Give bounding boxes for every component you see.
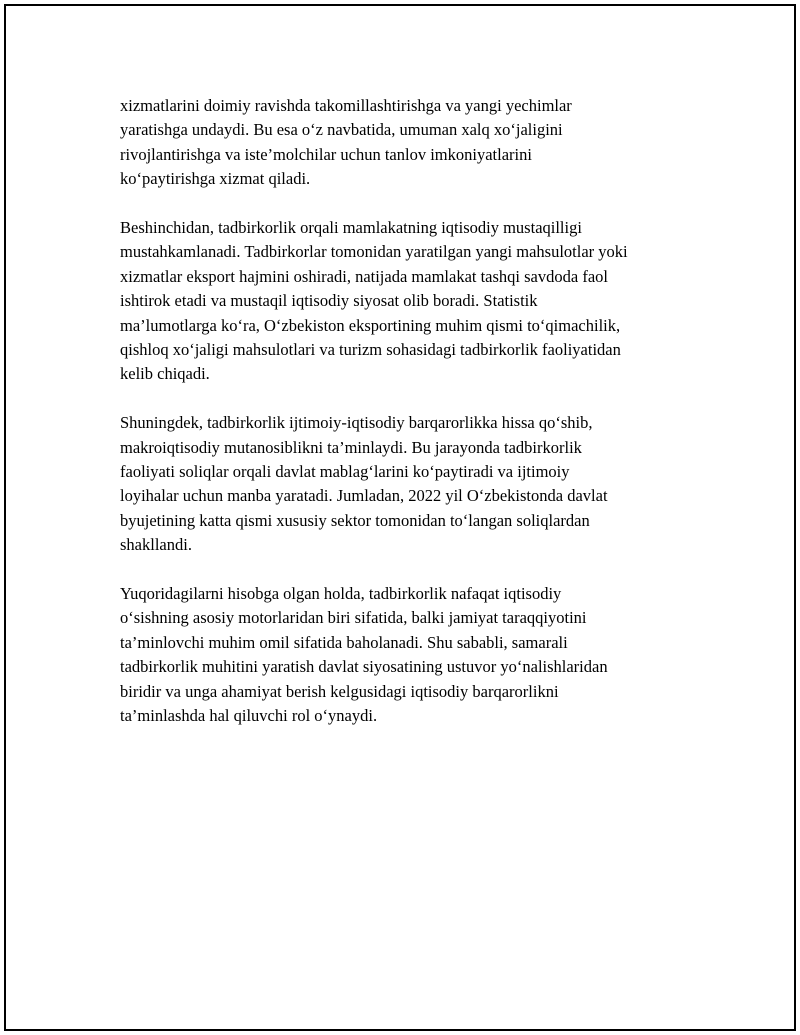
paragraph-3: [120, 411, 700, 557]
text-line: o‘sishning asosiy motorlaridan biri sifatida, balki jamiyat taraqqiyotini: [120, 608, 587, 628]
text-line: ko‘paytirishga xizmat qiladi.: [120, 169, 311, 189]
text-line: makroiqtisodiy mutanosiblikni ta’minlaydi. Bu jarayonda tadbirkorlik: [120, 437, 582, 457]
text-line: faoliyati soliqlar orqali davlat mablag‘larini ko‘paytiradi va ijtimoiy: [120, 462, 570, 482]
text-line: biridir va unga ahamiyat berish kelgusidagi iqtisodiy barqarorlikni: [120, 681, 559, 701]
text-line: kelib chiqadi.: [120, 364, 210, 384]
text-line: xizmatlar eksport hajmini oshiradi, natijada mamlakat tashqi savdoda faol: [120, 266, 608, 286]
text-line: xizmatlarini doimiy ravishda takomillashtirishga va yangi yechimlar: [120, 96, 572, 115]
text-line: tadbirkorlik muhitini yaratish davlat siyosatining ustuvor yo‘nalishlaridan: [120, 657, 608, 677]
text-line: ta’minlovchi muhim omil sifatida baholanadi. Shu sababli, samarali: [120, 632, 568, 652]
text-line: yaratishga undaydi. Bu esa o‘z navbatida, umuman xalq xo‘jaligini: [120, 120, 563, 140]
text-line: ishtirok etadi va mustaqil iqtisodiy siyosat olib boradi. Statistik: [120, 291, 538, 311]
paragraph-1: [120, 94, 700, 192]
text-line: loyihalar uchun manba yaratadi. Jumladan, 2022 yil O‘zbekistonda davlat: [120, 486, 608, 506]
text-line: mustahkamlanadi. Tadbirkorlar tomonidan yaratilgan yangi mahsulotlar yoki: [120, 242, 628, 262]
text-line: qishloq xo‘jaligi mahsulotlari va turizm sohasidagi tadbirkorlik faoliyatidan: [120, 340, 621, 360]
document-body: [120, 94, 700, 753]
text-line: Yuqoridagilarni hisobga olgan holda, tadbirkorlik nafaqat iqtisodiy: [120, 584, 562, 604]
text-line: rivojlantirishga va iste’molchilar uchun tanlov imkoniyatlarini: [120, 144, 532, 164]
text-line: shakllandi.: [120, 535, 192, 555]
text-line: ma’lumotlarga ko‘ra, O‘zbekiston eksportining muhim qismi to‘qimachilik,: [120, 315, 621, 335]
text-line: byujetining katta qismi xususiy sektor tomonidan to‘langan soliqlardan: [120, 510, 590, 530]
text-line: Beshinchidan, tadbirkorlik orqali mamlakatning iqtisodiy mustaqilligi: [120, 218, 582, 238]
paragraph-2: [120, 216, 700, 387]
document-page: [4, 4, 796, 1031]
paragraph-4: [120, 582, 700, 728]
text-line: Shuningdek, tadbirkorlik ijtimoiy-iqtisodiy barqarorlikka hissa qo‘shib,: [120, 413, 593, 433]
text-line: ta’minlashda hal qiluvchi rol o‘ynaydi.: [120, 706, 378, 726]
